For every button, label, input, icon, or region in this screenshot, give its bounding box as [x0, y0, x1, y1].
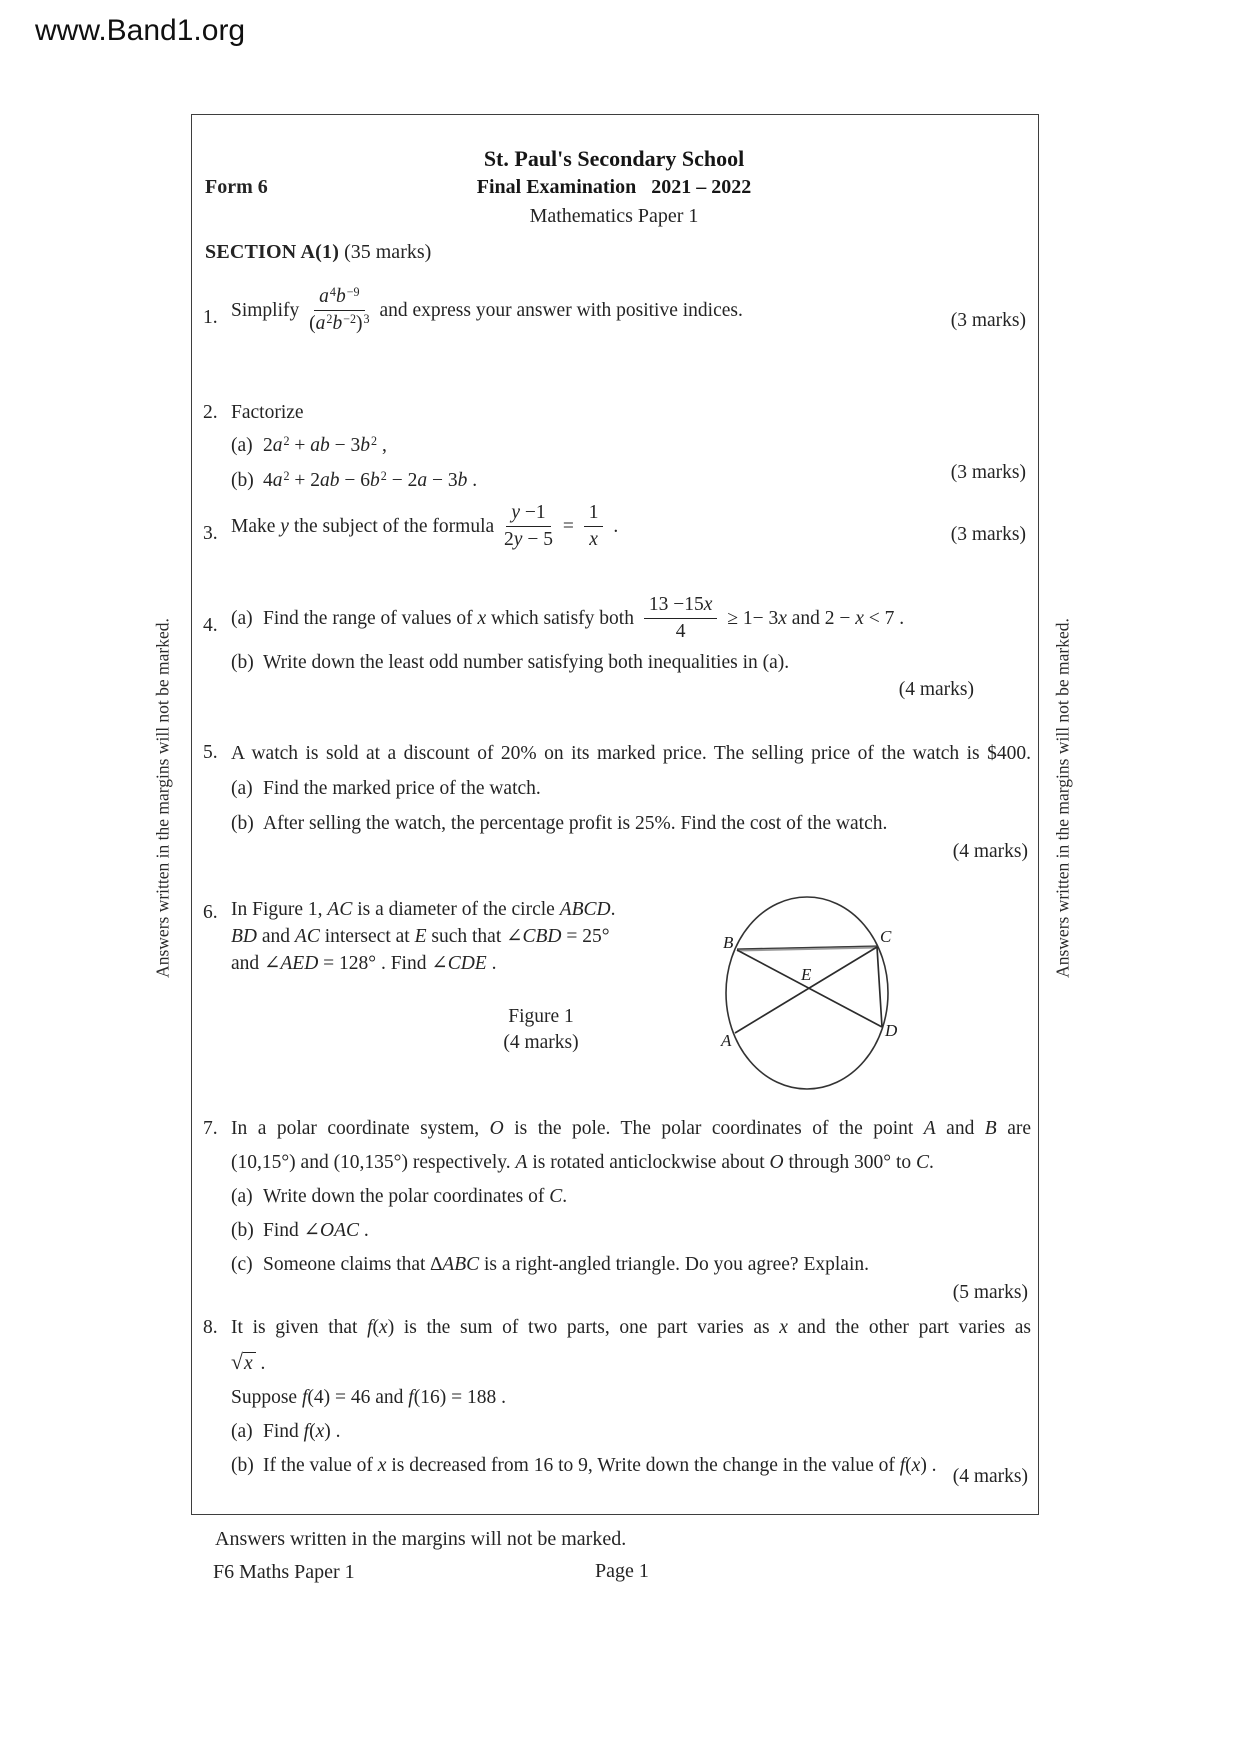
question-text: Write down the polar coordinates of C. — [263, 1186, 568, 1207]
question-number: 3. — [203, 523, 218, 544]
question-number: 7. — [203, 1118, 218, 1139]
marks-q4: (4 marks) — [898, 679, 974, 700]
question-number: 6. — [203, 902, 218, 923]
question-text: √x . — [231, 1350, 266, 1374]
question-6 — [203, 896, 615, 977]
question-row — [231, 1415, 1031, 1449]
question-row — [231, 646, 904, 680]
question-row — [231, 736, 1031, 771]
question-text: (10,15°) and (10,135°) respectively. A is rotated anticlockwise about O through 300° to C. — [231, 1152, 934, 1173]
square-root: √x — [231, 1353, 256, 1374]
section-title: SECTION A(1) — [205, 241, 340, 263]
question-row — [231, 1311, 1031, 1345]
point-label-A: A — [721, 1031, 732, 1050]
marks-q2: (3 marks) — [950, 462, 1026, 483]
part-label: (b) — [231, 470, 254, 491]
question-row — [231, 1180, 1031, 1214]
question-text: It is given that f(x) is the sum of two parts, one part varies as x and the other part varies as — [231, 1317, 1032, 1338]
question-text: Find the range of values of x which satisfy both $\frac{13 -15x}{4}$ ≥ 1− 3x and 2 − x < 7 . — [263, 608, 904, 629]
question-row — [231, 594, 904, 646]
question-row — [231, 1345, 1031, 1381]
paper-name: Mathematics Paper 1 — [529, 205, 699, 227]
question-text: After selling the watch, the percentage profit is 25%. Find the cost of the watch. — [263, 813, 888, 834]
question-row — [231, 923, 615, 950]
question-row — [231, 1449, 1031, 1483]
question-row — [231, 1112, 1031, 1146]
question-2 — [203, 396, 477, 499]
figure-label: Figure 1 — [508, 1006, 574, 1027]
question-row — [231, 429, 477, 464]
question-text: Find ∠OAC . — [263, 1220, 369, 1241]
marks-q8: (4 marks) — [952, 1466, 1028, 1487]
question-text: $2a^2$ + ab − $3b^2$ , — [263, 433, 387, 456]
question-row — [231, 771, 1031, 806]
question-text: Simplify $\frac{a^4b^{-9}}{(a^2b^{-2})^3}$ and express your answer with positive indices. — [231, 300, 743, 321]
question-text: Find f(x) . — [263, 1421, 341, 1442]
question-number: 8. — [203, 1317, 218, 1338]
question-row — [231, 1381, 1031, 1415]
point-label-D: D — [885, 1021, 898, 1040]
marks-q1: (3 marks) — [950, 310, 1026, 331]
question-text: BD and AC intersect at E such that ∠CBD = 25° — [231, 926, 610, 947]
fraction: $\frac{13 -15x}{4}$ — [644, 593, 718, 645]
point-label-B: B — [723, 933, 734, 952]
fraction: $\frac{a^4b^{-9}}{(a^2b^{-2})^3}$ — [309, 284, 370, 335]
right-margin-note: Answers written in the margins will not be marked. — [1052, 618, 1073, 978]
question-row — [231, 806, 1031, 841]
marks-q5: (4 marks) — [952, 841, 1028, 862]
part-label: (b) — [231, 1220, 254, 1241]
question-text: Make y the subject of the formula $\frac{y -1}{2y - 5}$ = $\frac{1}{x}$ . — [231, 516, 618, 537]
footer-document-name: F6 Maths Paper 1 — [213, 1561, 355, 1583]
question-1 — [203, 286, 743, 338]
section-heading — [205, 241, 431, 264]
circle-outline — [726, 897, 888, 1089]
fraction: $\frac{y -1}{2y - 5}$ — [504, 502, 553, 551]
question-row — [231, 896, 615, 923]
part-label: (b) — [231, 1455, 254, 1476]
figure-1-circle-diagram — [715, 888, 898, 1098]
question-text: Find the marked price of the watch. — [263, 778, 541, 799]
question-text: Someone claims that ∆ABC is a right-angled triangle. Do you agree? Explain. — [263, 1254, 869, 1275]
question-row — [231, 502, 618, 554]
footer-margin-note: Answers written in the margins will not be marked. — [215, 1528, 627, 1550]
part-label: (b) — [231, 813, 254, 834]
question-row — [231, 396, 477, 429]
question-text: In Figure 1, AC is a diameter of the circle ABCD. — [231, 899, 616, 920]
question-5 — [203, 736, 1031, 841]
marks-q3: (3 marks) — [950, 524, 1026, 545]
point-label-C: C — [880, 927, 892, 946]
question-text: $4a^2 + 2ab - 6b^2 - 2a - 3b$ . — [263, 468, 478, 491]
part-label: (c) — [231, 1254, 253, 1275]
question-number: 5. — [203, 742, 218, 763]
exam-title: Final Examination 2021 – 2022 — [476, 176, 752, 198]
left-margin-note: Answers written in the margins will not be marked. — [152, 618, 173, 978]
form-label: Form 6 — [205, 176, 268, 198]
question-text: A watch is sold at a discount of 20% on its marked price. The selling price of the watch is $400. — [231, 743, 1031, 764]
question-row — [231, 286, 743, 338]
watermark: www.Band1.org — [35, 14, 246, 47]
question-text: In a polar coordinate system, O is the pole. The polar coordinates of the point A and B are — [231, 1118, 1031, 1139]
part-label: (b) — [231, 651, 254, 673]
question-row — [231, 1248, 1031, 1282]
section-marks: (35 marks) — [339, 241, 432, 263]
question-3 — [203, 502, 618, 554]
part-label: (a) — [231, 778, 253, 799]
question-8 — [203, 1311, 1031, 1483]
part-label: (a) — [231, 1186, 253, 1207]
question-row — [231, 464, 477, 499]
school-name: St. Paul's Secondary School — [483, 146, 745, 171]
question-row — [231, 1214, 1031, 1248]
question-number: 1. — [203, 307, 218, 328]
question-text: and ∠AED = 128° . Find ∠CDE . — [231, 953, 497, 974]
figure-caption — [499, 1004, 583, 1056]
question-text: Factorize — [231, 402, 304, 423]
question-7 — [203, 1112, 1031, 1282]
chord-CD — [877, 947, 882, 1027]
point-label-E: E — [801, 965, 812, 984]
part-label: (a) — [231, 435, 253, 456]
part-label: (a) — [231, 1421, 253, 1442]
marks-q7: (5 marks) — [952, 1282, 1028, 1303]
part-label: (a) — [231, 608, 253, 630]
question-text: Suppose f(4) = 46 and f(16) = 188 . — [231, 1387, 506, 1408]
figure-marks: (4 marks) — [503, 1032, 579, 1053]
question-number: 2. — [203, 402, 218, 423]
question-text: Write down the least odd number satisfying both inequalities in (a). — [263, 651, 790, 673]
fraction: $\frac{1}{x}$ — [584, 501, 604, 553]
footer-page-number: Page 1 — [595, 1560, 649, 1582]
question-text: If the value of x is decreased from 16 to 9, Write down the change in the value of f(x) . — [263, 1455, 937, 1476]
question-row — [231, 950, 615, 977]
question-row — [231, 1146, 1031, 1180]
question-4 — [203, 594, 904, 680]
question-number: 4. — [203, 615, 218, 636]
